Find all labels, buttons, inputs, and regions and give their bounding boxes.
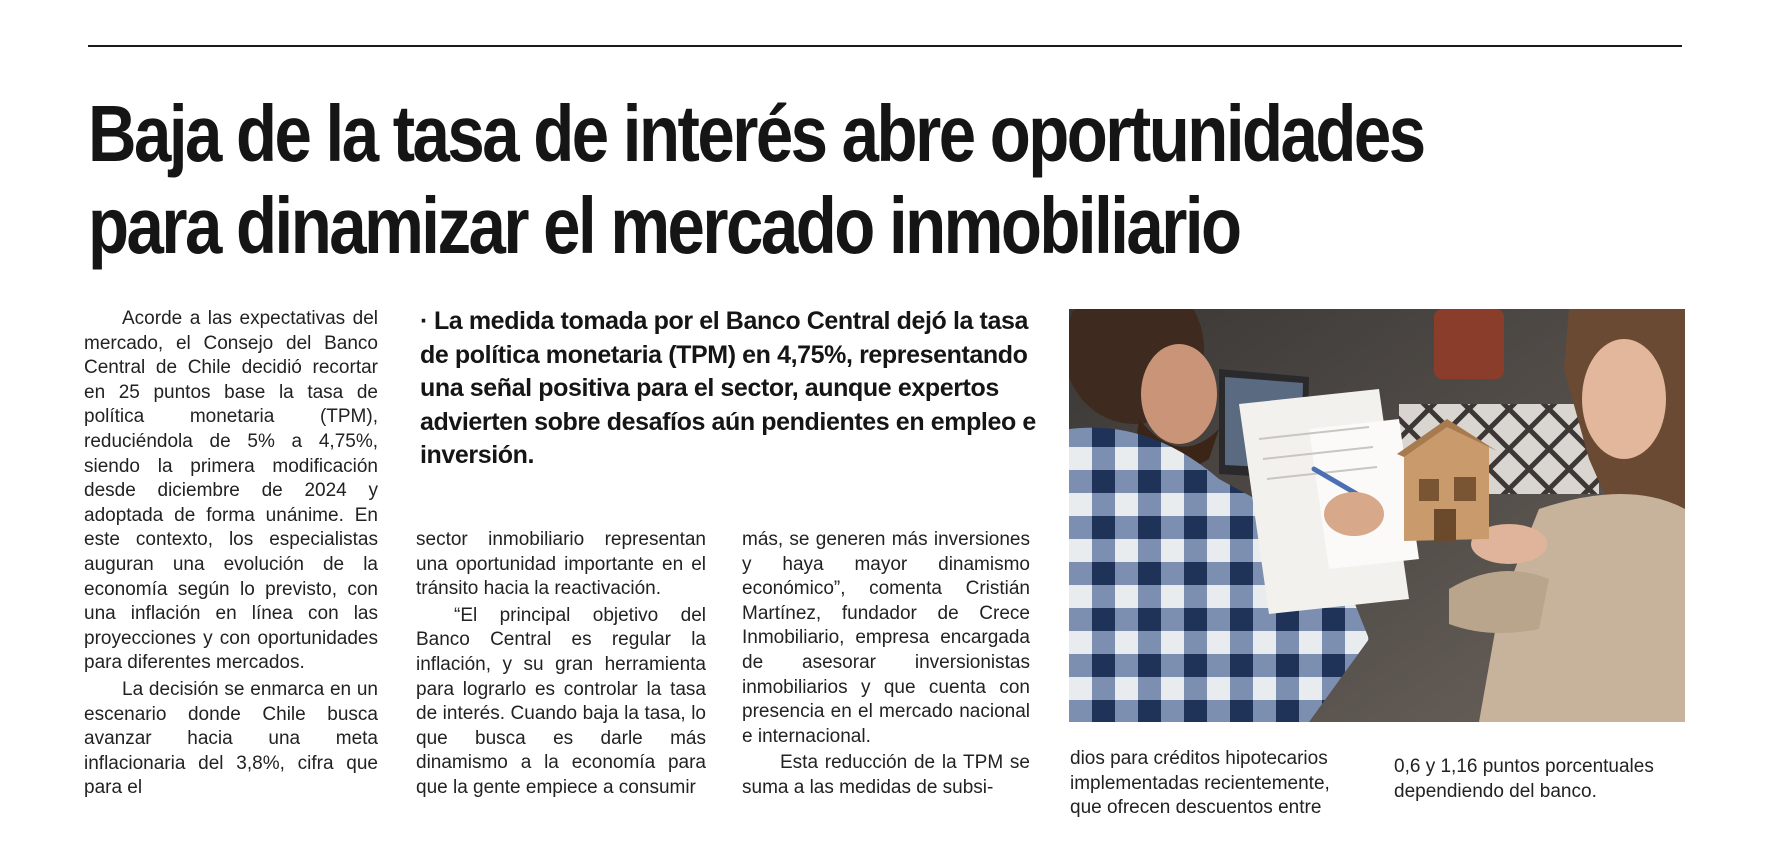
couple-reviewing-documents-illustration bbox=[1069, 309, 1685, 722]
lead-summary bbox=[420, 305, 1040, 473]
paragraph: más, se generen más inversiones y haya mayor dinamismo económico”, comenta Cristián Martínez, fundador de Crece Inmobiliario, empresa encargada de asesorar inversionistas inmobiliarios y que cuenta con presencia en el mercado nacional e internacional. bbox=[742, 529, 1030, 747]
lead-text: La medida tomada por el Banco Central dejó la tasa de política monetaria (TPM) en 4,75%, representando una señal positiva para el sector, aunque expertos advierten sobre desafíos aún pendientes en empleo e inversión. bbox=[420, 307, 1036, 469]
headline-line-1: Baja de la tasa de interés abre oportunidades bbox=[88, 89, 1424, 178]
body-column-5: 0,6 y 1,16 puntos porcentuales dependiendo del banco. bbox=[1394, 756, 1654, 802]
headline-line-2: para dinamizar el mercado inmobiliario bbox=[88, 181, 1240, 270]
paragraph: Acorde a las expectativas del mercado, el Consejo del Banco Central de Chile decidió recortar en 25 puntos base la tasa de política monetaria (TPM), reduciéndola de 5% a 4,75%, siendo la primera modificación desde diciembre de 2024 y adoptada de forma unánime. En este contexto, los especialistas auguran una evolución de la economía según lo previsto, con una inflación en línea con las proyecciones y con oportunidades para diferentes mercados. bbox=[84, 308, 378, 674]
paragraph: La decisión se enmarca en un escenario donde Chile busca avanzar hacia una meta inflacionaria del 3,8%, cifra que para el bbox=[84, 678, 378, 799]
paragraph: “El principal objetivo del Banco Central es regular la inflación, y su gran herramienta para lograrlo es controlar la tasa de interés. Cuando baja la tasa, lo que busca es darle más dinamismo a la economía para que la gente empiece a consumir bbox=[416, 604, 706, 798]
top-rule bbox=[88, 45, 1682, 47]
headline bbox=[88, 88, 1432, 272]
paragraph: sector inmobiliario representan una oportunidad importante en el tránsito hacia la reactivación. bbox=[416, 529, 706, 600]
body-column-3 bbox=[742, 528, 1030, 803]
article-photo bbox=[1069, 309, 1685, 722]
body-column-4: dios para créditos hipotecarios implementadas recientemente, que ofrecen descuentos entre bbox=[1070, 748, 1330, 819]
body-column-1 bbox=[84, 307, 378, 803]
paragraph: Esta reducción de la TPM se suma a las medidas de subsi- bbox=[742, 752, 1030, 798]
body-column-2 bbox=[416, 528, 706, 803]
lead-bullet: · bbox=[420, 307, 428, 335]
